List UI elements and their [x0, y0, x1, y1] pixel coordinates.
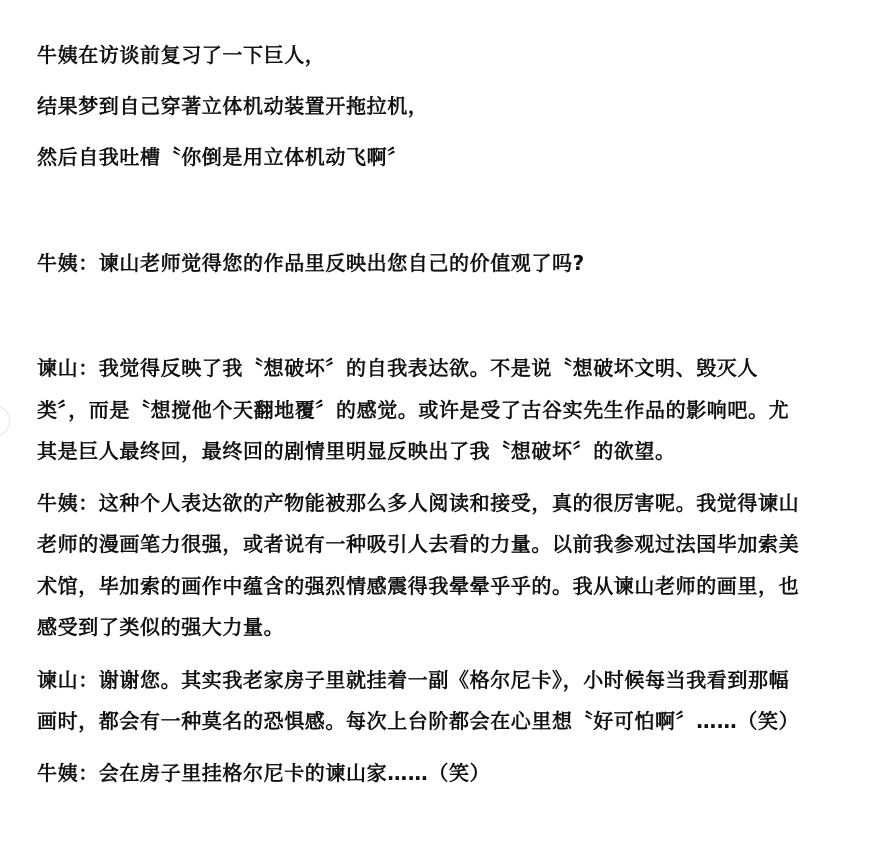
answer-line: 类〞，而是〝想搅他个天翻地覆〞的感觉。或许是受了古谷实先生作品的影响吧。尤 [37, 398, 790, 422]
edge-circle-decoration [0, 405, 10, 437]
comment-line: 感受到了类似的强大力量。 [37, 615, 285, 639]
answer-line: 谏山：我觉得反映了我〝想破坏〞的自我表达欲。不是说〝想破坏文明、毁灭人 [37, 356, 758, 380]
answer-line: 画时，都会有一种莫名的恐惧感。每次上台阶都会在心里想〝好可怕啊〞……（笑） [37, 709, 800, 733]
answer-line: 谏山：谢谢您。其实我老家房子里就挂着一副《格尔尼卡》，小时候每当我看到那幅 [37, 668, 790, 692]
text-line: 然后自我吐槽〝你倒是用立体机动飞啊〞 [37, 145, 408, 169]
comment-line: 术馆，毕加索的画作中蕴含的强烈情感震得我晕晕乎乎的。我从谏山老师的画里，也 [37, 574, 800, 598]
text-line: 结果梦到自己穿著立体机动装置开拖拉机， [37, 94, 429, 118]
text-line: 牛姨在访谈前复习了一下巨人， [37, 43, 326, 67]
comment-line: 牛姨：会在房子里挂格尔尼卡的谏山家……（笑） [37, 761, 491, 785]
comment-line: 牛姨：这种个人表达欲的产物能被那么多人阅读和接受，真的很厉害呢。我觉得谏山 [37, 491, 800, 515]
question-line: 牛姨：谏山老师觉得您的作品里反映出您自己的价值观了吗? [37, 251, 585, 275]
answer-line: 其是巨人最终回，最终回的剧情里明显反映出了我〝想破坏〞的欲望。 [37, 439, 676, 463]
comment-line: 老师的漫画笔力很强，或者说有一种吸引人去看的力量。以前我参观过法国毕加索美 [37, 532, 800, 556]
